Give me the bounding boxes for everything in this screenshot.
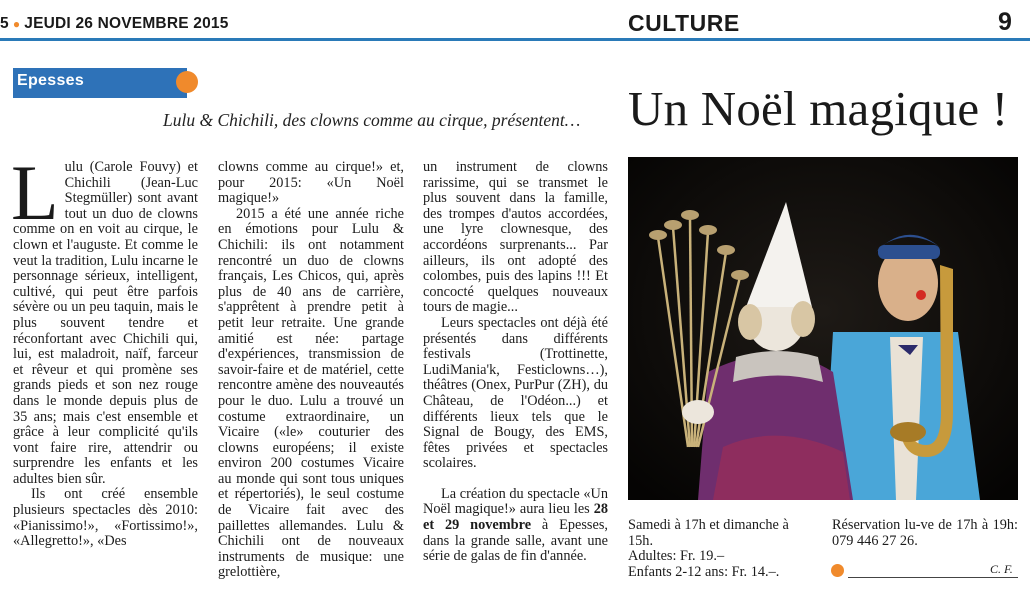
article-column-1 xyxy=(11,149,198,550)
orange-dot-icon xyxy=(176,71,198,93)
location-tag: Epesses xyxy=(17,72,85,89)
reservation-info: Réservation lu-ve de 17h à 19h: 079 446 27 26. xyxy=(832,517,1018,549)
issue-date: JEUDI 26 NOVEMBRE 2015 xyxy=(24,15,229,32)
article-headline: Un Noël magique ! xyxy=(628,81,1009,136)
article-subtitle: Lulu & Chichili, des clowns comme au cirque, présentent… xyxy=(163,110,581,130)
article-photo xyxy=(628,157,1018,500)
article-column-3 xyxy=(423,160,608,565)
orange-dot-icon xyxy=(831,564,844,577)
section-title: CULTURE xyxy=(628,10,740,36)
schedule-info xyxy=(628,518,798,580)
drop-cap: L xyxy=(11,149,59,236)
article-column-2 xyxy=(218,160,404,581)
bullet-dot-icon: ● xyxy=(12,17,21,31)
credit-rule xyxy=(848,577,1018,578)
page-header-date xyxy=(0,15,229,33)
price-children: Enfants 2-12 ans: Fr. 14.–. xyxy=(628,563,780,580)
clowns-photo-illustration xyxy=(628,157,1018,500)
page-number-left: 5 xyxy=(0,15,9,32)
paragraph: un instrument de clowns rarissime, qui se transmet le plus souvent dans la famille, des trompes d'autos accordées, une lyre clownesque, des accordéons surprenants... Par ailleurs, ils ont adopté des colombes, puis des lapins !!! Et concocté quelques nouveaux tours de magie... xyxy=(423,159,608,316)
author-credit: C. F. xyxy=(990,562,1013,576)
page-number-right: 9 xyxy=(998,8,1012,36)
show-times: Samedi à 17h et dimanche à 15h. xyxy=(628,517,789,549)
paragraph-event: La création du spectacle «Un Noël magique!» aura lieu les 28 et 29 novembre à Epesses, dans la grande salle, avant une série de galas de fin d'année. xyxy=(423,485,608,565)
price-adults: Adultes: Fr. 19.– xyxy=(628,548,725,565)
paragraph: Ils ont créé ensemble plusieurs spectacles dès 2010: «Pianissimo!», «Fortissimo!», «Allegretto!», «Des xyxy=(13,486,198,550)
paragraph: ulu (Carole Fouvy) et Chichili (Jean-Luc Stegmüller) sont avant tout un duo de clowns comme on en voit au cirque, le clown et l'auguste. Et comme le veut la tradition, Lulu incarne le personnage sérieux, intelligent, cultivé, qui peut être parfois sévère ou un peu taquin, mais le plus souvent tendre et réconfortant avec Chichili qui, lui, est maladroit, naïf, farceur et rêveur et qui promène ses grands pieds et son nez rouge dans le monde depuis plus de 35 ans; mais c'est ensemble et grâce à leur complicité qu'ils vont faire rire, attendrir ou surprendre les enfants et les adultes bien sûr. xyxy=(13,159,198,487)
paragraph: 2015 a été une année riche en émotions pour Lulu & Chichili: ils ont notamment rencontré un duo de clowns français, Les Chicos, qui, après plus de 40 ans de carrière, s'apprêtent à prendre petit à petit leur retraite. Une grande amitié est née: partage d'expériences, transmission de savoir-faire et de matériel, cette rencontre amène des nouveautés pour le duo. Lulu a trouvé un costume extraordinaire, un Vicaire («le» couturier des clowns européens; il existe environ 200 costumes Vicaire au monde qui sont tous uniques et répertoriés), le seul costume de Vicaire fait avec des paillettes allemandes. Lulu & Chichili ont de nouveaux instruments de musique: une grelottière, xyxy=(218,205,404,581)
header-rule xyxy=(0,38,1030,41)
paragraph: Leurs spectacles ont déjà été présentés dans différents festivals (Trottinette, LudiMania'k, Festiclowns…), théâtres (Onex, PurPur (ZH), du Château, de l'Odéon...) et différents lieux tels que le Signal de Bougy, des EMS, fêtes privées et spectacles scolaires. xyxy=(423,314,608,472)
event-dates: 28 et 29 novembre xyxy=(423,501,608,534)
paragraph: clowns comme au cirque!» et, pour 2015: «Un Noël magique!» xyxy=(218,159,404,207)
location-underline xyxy=(13,96,187,98)
